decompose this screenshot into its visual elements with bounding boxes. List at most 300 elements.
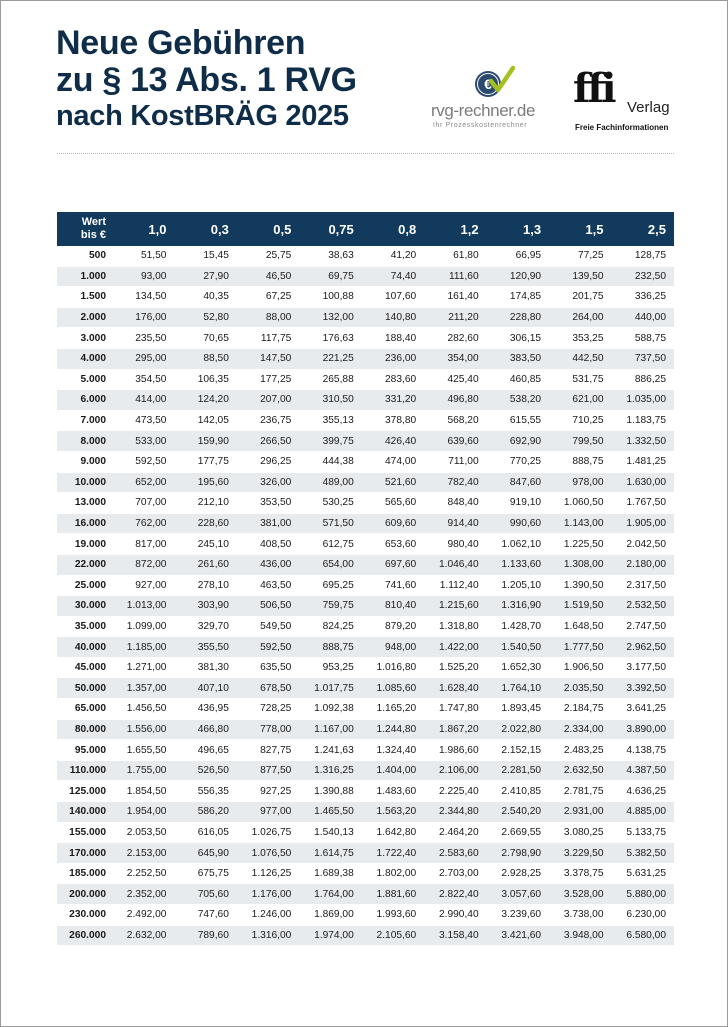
- fee-cell: 1.755,00: [112, 760, 174, 781]
- fee-cell: 1.563,20: [362, 802, 424, 823]
- dotted-divider: [57, 153, 674, 154]
- fee-cell: 442,50: [549, 348, 611, 369]
- fee-cell: 1.428,70: [487, 616, 549, 637]
- fee-cell: 3.641,25: [612, 699, 675, 720]
- fee-cell: 2.281,50: [487, 760, 549, 781]
- fee-cell: 463,50: [237, 575, 299, 596]
- fee-cell: 228,60: [174, 513, 236, 534]
- fee-cell: 1.126,25: [237, 863, 299, 884]
- fee-cell: 556,35: [174, 781, 236, 802]
- fee-cell: 355,50: [174, 637, 236, 658]
- fee-cell: 111,60: [424, 266, 486, 287]
- fee-cell: 538,20: [487, 390, 549, 411]
- fee-cell: 977,00: [237, 802, 299, 823]
- fee-cell: 2.931,00: [549, 802, 611, 823]
- fee-cell: 827,75: [237, 740, 299, 761]
- fee-cell: 1.241,63: [299, 740, 361, 761]
- fee-cell: 1.404,00: [362, 760, 424, 781]
- fee-cell: 261,60: [174, 554, 236, 575]
- fee-cell: 174,85: [487, 287, 549, 308]
- fee-cell: 888,75: [549, 451, 611, 472]
- fee-cell: 888,75: [299, 637, 361, 658]
- fee-cell: 1.062,10: [487, 534, 549, 555]
- fee-cell: 2.105,60: [362, 925, 424, 946]
- fee-cell: 990,60: [487, 513, 549, 534]
- fee-cell: 147,50: [237, 348, 299, 369]
- row-wert-cell: 5.000: [57, 369, 112, 390]
- fee-cell: 124,20: [174, 390, 236, 411]
- fee-cell: 1.165,20: [362, 699, 424, 720]
- fee-cell: 245,10: [174, 534, 236, 555]
- fee-cell: 306,15: [487, 328, 549, 349]
- fee-cell: 549,50: [237, 616, 299, 637]
- fee-cell: 1.324,40: [362, 740, 424, 761]
- table-row: [57, 760, 674, 781]
- fee-cell: 5.382,50: [612, 843, 675, 864]
- table-row: [57, 616, 674, 637]
- table-row: [57, 472, 674, 493]
- fee-cell: 100,88: [299, 287, 361, 308]
- table-row: [57, 637, 674, 658]
- ffi-verlag-logo: [573, 65, 683, 133]
- row-wert-cell: 95.000: [57, 740, 112, 761]
- fee-cell: 521,60: [362, 472, 424, 493]
- fee-cell: 3.229,50: [549, 843, 611, 864]
- fee-cell: 2.022,80: [487, 719, 549, 740]
- fee-cell: 228,80: [487, 307, 549, 328]
- fee-cell: 1.456,50: [112, 699, 174, 720]
- fee-cell: 355,13: [299, 410, 361, 431]
- fee-cell: 824,25: [299, 616, 361, 637]
- fee-cell: 414,00: [112, 390, 174, 411]
- fee-cell: 741,60: [362, 575, 424, 596]
- fee-cell: 221,25: [299, 348, 361, 369]
- fee-cell: 1.099,00: [112, 616, 174, 637]
- fee-cell: 1.176,00: [237, 884, 299, 905]
- fee-cell: 278,10: [174, 575, 236, 596]
- fee-cell: 3.239,60: [487, 905, 549, 926]
- fee-cell: 886,25: [612, 369, 675, 390]
- fee-cell: 6.580,00: [612, 925, 675, 946]
- fee-cell: 1.225,50: [549, 534, 611, 555]
- fee-cell: 52,80: [174, 307, 236, 328]
- table-row: [57, 369, 674, 390]
- fee-cell: 2.042,50: [612, 534, 675, 555]
- fee-cell: 466,80: [174, 719, 236, 740]
- row-wert-cell: 45.000: [57, 657, 112, 678]
- fee-cell: 799,50: [549, 431, 611, 452]
- fee-cell: 1.308,00: [549, 554, 611, 575]
- fee-cell: 1.628,40: [424, 678, 486, 699]
- fee-cell: 46,50: [237, 266, 299, 287]
- fee-cell: 460,85: [487, 369, 549, 390]
- row-wert-cell: 80.000: [57, 719, 112, 740]
- fee-cell: 264,00: [549, 307, 611, 328]
- fee-cell: 1.046,40: [424, 554, 486, 575]
- fee-cell: 1.525,20: [424, 657, 486, 678]
- fee-cell: 2.352,00: [112, 884, 174, 905]
- fee-cell: 1.767,50: [612, 493, 675, 514]
- logo-name: rvg-rechner.de: [431, 101, 536, 120]
- fee-cell: 3.392,50: [612, 678, 675, 699]
- row-wert-cell: 10.000: [57, 472, 112, 493]
- fee-cell: 2.747,50: [612, 616, 675, 637]
- fee-cell: 336,25: [612, 287, 675, 308]
- fee-cell: 697,60: [362, 554, 424, 575]
- row-wert-cell: 4.000: [57, 348, 112, 369]
- row-wert-cell: 140.000: [57, 802, 112, 823]
- table-row: [57, 328, 674, 349]
- row-wert-cell: 170.000: [57, 843, 112, 864]
- fee-cell: 61,80: [424, 246, 486, 266]
- fee-cell: 1.183,75: [612, 410, 675, 431]
- fee-cell: 782,40: [424, 472, 486, 493]
- fee-cell: 176,00: [112, 307, 174, 328]
- row-wert-cell: 1.500: [57, 287, 112, 308]
- fee-cell: 66,95: [487, 246, 549, 266]
- row-wert-cell: 16.000: [57, 513, 112, 534]
- table-row: [57, 596, 674, 617]
- table-row: [57, 699, 674, 720]
- fee-cell: 530,25: [299, 493, 361, 514]
- fee-cell: 2.822,40: [424, 884, 486, 905]
- fee-cell: 1.764,10: [487, 678, 549, 699]
- fee-cell: 2.492,00: [112, 905, 174, 926]
- fee-cell: 877,50: [237, 760, 299, 781]
- fee-cell: 1.060,50: [549, 493, 611, 514]
- fee-cell: 2.153,00: [112, 843, 174, 864]
- fee-cell: 948,00: [362, 637, 424, 658]
- fee-cell: 27,90: [174, 266, 236, 287]
- fee-cell: 2.053,50: [112, 822, 174, 843]
- fee-cell: 3.378,75: [549, 863, 611, 884]
- fee-cell: 953,25: [299, 657, 361, 678]
- fee-cell: 978,00: [549, 472, 611, 493]
- table-row: [57, 925, 674, 946]
- fee-cell: 2.990,40: [424, 905, 486, 926]
- fee-cell: 41,20: [362, 246, 424, 266]
- fee-cell: 2.035,50: [549, 678, 611, 699]
- column-header-factor: 2,5: [612, 212, 675, 246]
- table-row: [57, 348, 674, 369]
- table-row: [57, 575, 674, 596]
- table-row: [57, 822, 674, 843]
- table-row: [57, 493, 674, 514]
- fee-cell: 381,00: [237, 513, 299, 534]
- fee-cell: 3.890,00: [612, 719, 675, 740]
- row-wert-cell: 40.000: [57, 637, 112, 658]
- fee-cell: 331,20: [362, 390, 424, 411]
- row-wert-cell: 13.000: [57, 493, 112, 514]
- fee-cell: 2.669,55: [487, 822, 549, 843]
- fee-cell: 1.893,45: [487, 699, 549, 720]
- row-wert-cell: 19.000: [57, 534, 112, 555]
- fee-cell: 1.905,00: [612, 513, 675, 534]
- column-header-wert: [57, 212, 112, 246]
- fee-cell: 329,70: [174, 616, 236, 637]
- fee-cell: 612,75: [299, 534, 361, 555]
- fee-cell: 5.631,25: [612, 863, 675, 884]
- fee-cell: 496,65: [174, 740, 236, 761]
- fee-cell: 25,75: [237, 246, 299, 266]
- fee-cell: 1.906,50: [549, 657, 611, 678]
- fee-cell: 1.540,13: [299, 822, 361, 843]
- fee-cell: 2.583,60: [424, 843, 486, 864]
- fee-cell: 489,00: [299, 472, 361, 493]
- fee-cell: 2.962,50: [612, 637, 675, 658]
- fee-cell: 6.230,00: [612, 905, 675, 926]
- fee-cell: 616,05: [174, 822, 236, 843]
- fee-cell: 848,40: [424, 493, 486, 514]
- fee-cell: 236,00: [362, 348, 424, 369]
- fee-cell: 93,00: [112, 266, 174, 287]
- fee-cell: 303,90: [174, 596, 236, 617]
- fee-cell: 88,50: [174, 348, 236, 369]
- fee-cell: 565,60: [362, 493, 424, 514]
- fee-cell: 426,40: [362, 431, 424, 452]
- fee-cell: 1.652,30: [487, 657, 549, 678]
- fee-cell: 654,00: [299, 554, 361, 575]
- fee-cell: 1.648,50: [549, 616, 611, 637]
- fee-cell: 5.133,75: [612, 822, 675, 843]
- fee-cell: 927,00: [112, 575, 174, 596]
- row-wert-cell: 125.000: [57, 781, 112, 802]
- row-wert-cell: 500: [57, 246, 112, 266]
- fee-cell: 817,00: [112, 534, 174, 555]
- fee-cell: 1.614,75: [299, 843, 361, 864]
- fee-cell: 407,10: [174, 678, 236, 699]
- fee-cell: 1.519,50: [549, 596, 611, 617]
- table-row: [57, 884, 674, 905]
- column-header-factor: 0,5: [237, 212, 299, 246]
- fee-cell: 139,50: [549, 266, 611, 287]
- fee-cell: 2.483,25: [549, 740, 611, 761]
- fee-cell: 1.655,50: [112, 740, 174, 761]
- table-header-row: [57, 212, 674, 246]
- fee-cell: 1.465,50: [299, 802, 361, 823]
- table-row: [57, 410, 674, 431]
- row-wert-cell: 200.000: [57, 884, 112, 905]
- row-wert-cell: 2.000: [57, 307, 112, 328]
- fee-cell: 1.167,00: [299, 719, 361, 740]
- fee-cell: 1.035,00: [612, 390, 675, 411]
- fee-cell: 1.747,80: [424, 699, 486, 720]
- fee-cell: 3.421,60: [487, 925, 549, 946]
- table-row: [57, 863, 674, 884]
- fee-cell: 2.781,75: [549, 781, 611, 802]
- fee-cell: 2.410,85: [487, 781, 549, 802]
- fee-cell: 399,75: [299, 431, 361, 452]
- fee-cell: 705,60: [174, 884, 236, 905]
- table-row: [57, 905, 674, 926]
- fee-cell: 381,30: [174, 657, 236, 678]
- fee-cell: 161,40: [424, 287, 486, 308]
- fee-cell: 2.632,50: [549, 760, 611, 781]
- row-wert-cell: 35.000: [57, 616, 112, 637]
- fee-cell: 653,60: [362, 534, 424, 555]
- fee-cell: 711,00: [424, 451, 486, 472]
- fee-cell: 1.540,50: [487, 637, 549, 658]
- fee-cell: 810,40: [362, 596, 424, 617]
- fee-cell: 2.106,00: [424, 760, 486, 781]
- fee-cell: 2.184,75: [549, 699, 611, 720]
- fee-cell: 201,75: [549, 287, 611, 308]
- fee-cell: 1.764,00: [299, 884, 361, 905]
- fee-cell: 1.026,75: [237, 822, 299, 843]
- fee-cell: 266,50: [237, 431, 299, 452]
- title-line-1: Neue Gebühren: [56, 24, 306, 62]
- fee-cell: 354,00: [424, 348, 486, 369]
- fee-cell: 1.556,00: [112, 719, 174, 740]
- fee-cell: 1.974,00: [299, 925, 361, 946]
- row-wert-cell: 230.000: [57, 905, 112, 926]
- fee-cell: 1.246,00: [237, 905, 299, 926]
- table-row: [57, 740, 674, 761]
- fee-cell: 635,50: [237, 657, 299, 678]
- fee-cell: 440,00: [612, 307, 675, 328]
- fee-cell: 1.332,50: [612, 431, 675, 452]
- verlag-word: Verlag: [627, 99, 670, 116]
- fee-cell: 1.133,60: [487, 554, 549, 575]
- title-line-2: zu § 13 Abs. 1 RVG: [56, 61, 357, 99]
- fee-cell: 326,00: [237, 472, 299, 493]
- fee-cell: 2.632,00: [112, 925, 174, 946]
- fee-cell: 69,75: [299, 266, 361, 287]
- fee-cell: 128,75: [612, 246, 675, 266]
- row-wert-cell: 6.000: [57, 390, 112, 411]
- fee-cell: 1.986,60: [424, 740, 486, 761]
- fee-cell: 496,80: [424, 390, 486, 411]
- fee-cell: 1.316,25: [299, 760, 361, 781]
- fee-cell: 38,63: [299, 246, 361, 266]
- fee-cell: 265,88: [299, 369, 361, 390]
- fee-cell: 1.076,50: [237, 843, 299, 864]
- fee-cell: 747,60: [174, 905, 236, 926]
- fee-cell: 1.481,25: [612, 451, 675, 472]
- fee-cell: 872,00: [112, 554, 174, 575]
- wert-unit: bis €: [80, 229, 106, 241]
- euro-check-icon: [473, 65, 517, 101]
- fee-cell: 1.881,60: [362, 884, 424, 905]
- fee-cell: 526,50: [174, 760, 236, 781]
- fee-cell: 980,40: [424, 534, 486, 555]
- fee-cell: 1.390,88: [299, 781, 361, 802]
- fee-cell: 847,60: [487, 472, 549, 493]
- fee-cell: 695,25: [299, 575, 361, 596]
- table-row: [57, 451, 674, 472]
- fee-cell: 2.928,25: [487, 863, 549, 884]
- row-wert-cell: 260.000: [57, 925, 112, 946]
- document-title: [56, 25, 357, 134]
- row-wert-cell: 185.000: [57, 863, 112, 884]
- fee-cell: 762,00: [112, 513, 174, 534]
- table-row: [57, 554, 674, 575]
- fee-cell: 3.080,25: [549, 822, 611, 843]
- column-header-factor: 0,3: [174, 212, 236, 246]
- table-row: [57, 719, 674, 740]
- fee-cell: 378,80: [362, 410, 424, 431]
- fee-cell: 1.483,60: [362, 781, 424, 802]
- table-row: [57, 781, 674, 802]
- column-header-factor: 0,8: [362, 212, 424, 246]
- fee-cell: 353,25: [549, 328, 611, 349]
- row-wert-cell: 22.000: [57, 554, 112, 575]
- fee-cell: 2.798,90: [487, 843, 549, 864]
- fee-cell: 1.802,00: [362, 863, 424, 884]
- fee-cell: 2.317,50: [612, 575, 675, 596]
- fee-cell: 40,35: [174, 287, 236, 308]
- fee-cell: 310,50: [299, 390, 361, 411]
- row-wert-cell: 8.000: [57, 431, 112, 452]
- row-wert-cell: 7.000: [57, 410, 112, 431]
- fee-cell: 15,45: [174, 246, 236, 266]
- fee-cell: 107,60: [362, 287, 424, 308]
- fee-cell: 74,40: [362, 266, 424, 287]
- fee-cell: 283,60: [362, 369, 424, 390]
- fee-cell: 728,25: [237, 699, 299, 720]
- fee-cell: 188,40: [362, 328, 424, 349]
- table-row: [57, 266, 674, 287]
- fee-cell: 531,75: [549, 369, 611, 390]
- fee-cell: 3.158,40: [424, 925, 486, 946]
- fee-cell: 592,50: [237, 637, 299, 658]
- fee-cell: 436,95: [174, 699, 236, 720]
- fee-cell: 140,80: [362, 307, 424, 328]
- fee-cell: 770,25: [487, 451, 549, 472]
- table-row: [57, 802, 674, 823]
- row-wert-cell: 25.000: [57, 575, 112, 596]
- fee-cell: 3.528,00: [549, 884, 611, 905]
- fee-cell: 1.993,60: [362, 905, 424, 926]
- fee-cell: 444,38: [299, 451, 361, 472]
- fee-cell: 4.387,50: [612, 760, 675, 781]
- table-row: [57, 534, 674, 555]
- fee-cell: 1.244,80: [362, 719, 424, 740]
- fee-table: [57, 212, 674, 946]
- fee-cell: 383,50: [487, 348, 549, 369]
- fee-cell: 586,20: [174, 802, 236, 823]
- fee-cell: 1.642,80: [362, 822, 424, 843]
- fee-cell: 592,50: [112, 451, 174, 472]
- row-wert-cell: 65.000: [57, 699, 112, 720]
- fee-cell: 117,75: [237, 328, 299, 349]
- table-row: [57, 307, 674, 328]
- fee-cell: 707,00: [112, 493, 174, 514]
- fee-cell: 88,00: [237, 307, 299, 328]
- fee-cell: 1.357,00: [112, 678, 174, 699]
- fee-cell: 1.143,00: [549, 513, 611, 534]
- fee-cell: 5.880,00: [612, 884, 675, 905]
- fee-cell: 571,50: [299, 513, 361, 534]
- fee-cell: 120,90: [487, 266, 549, 287]
- fee-cell: 1.085,60: [362, 678, 424, 699]
- column-header-factor: 1,5: [549, 212, 611, 246]
- fee-cell: 353,50: [237, 493, 299, 514]
- row-wert-cell: 155.000: [57, 822, 112, 843]
- fee-cell: 639,60: [424, 431, 486, 452]
- fee-cell: 211,20: [424, 307, 486, 328]
- row-wert-cell: 1.000: [57, 266, 112, 287]
- fee-cell: 1.185,00: [112, 637, 174, 658]
- fee-cell: 3.738,00: [549, 905, 611, 926]
- fee-cell: 1.112,40: [424, 575, 486, 596]
- fee-cell: 1.017,75: [299, 678, 361, 699]
- fee-cell: 1.316,90: [487, 596, 549, 617]
- wert-label: Wert: [81, 216, 106, 228]
- fee-cell: 1.092,38: [299, 699, 361, 720]
- fee-cell: 236,75: [237, 410, 299, 431]
- svg-text:€: €: [484, 76, 492, 92]
